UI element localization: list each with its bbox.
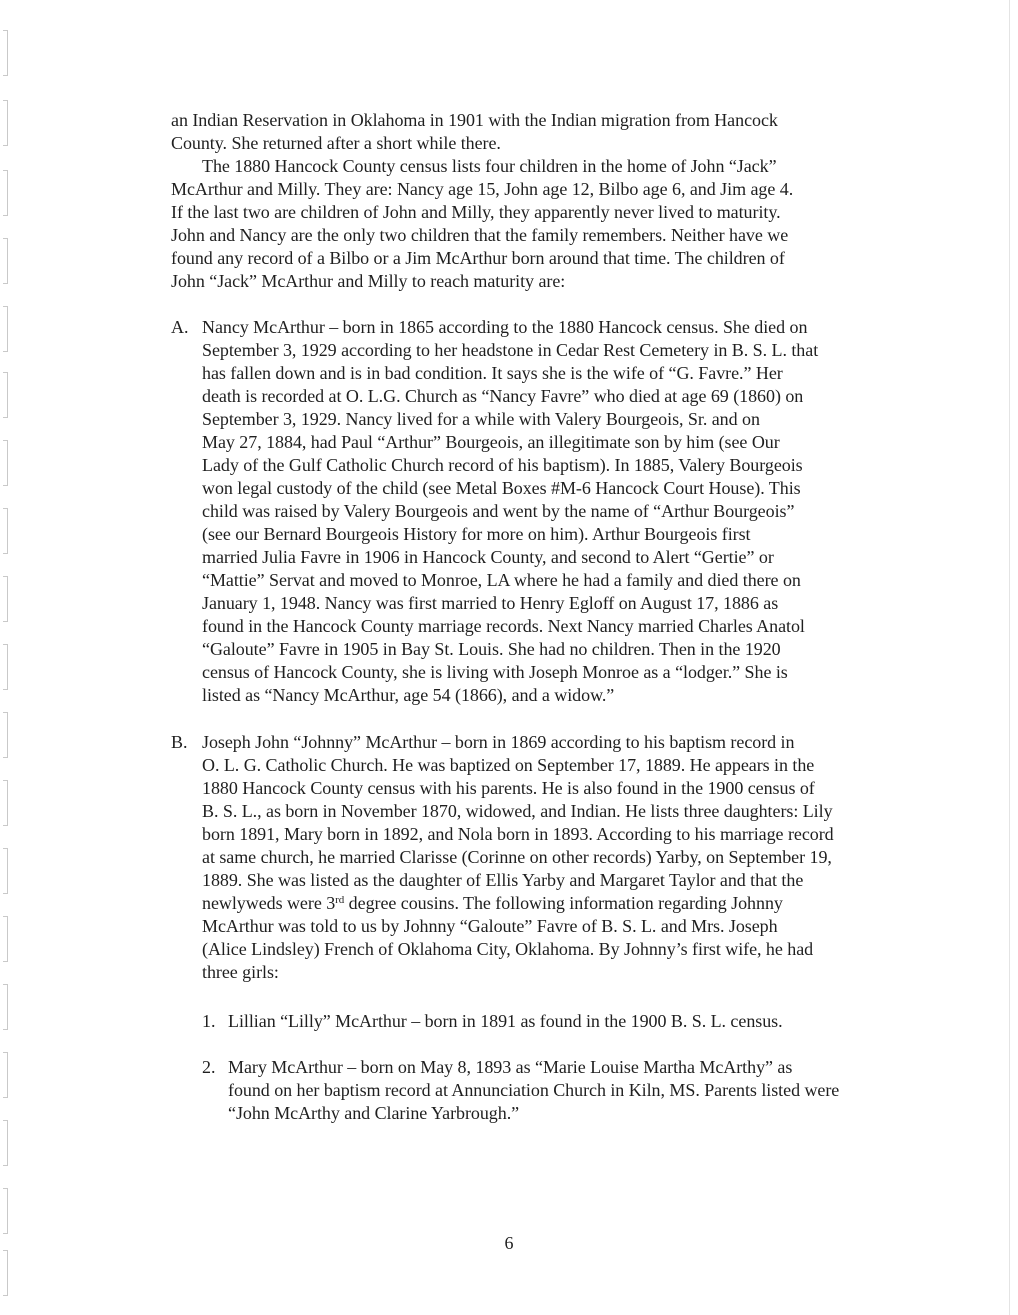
text-line: “Mattie” Servat and moved to Monroe, LA where he had a family and died there on: [202, 570, 801, 590]
text-line: Mary McArthur – born on May 8, 1893 as “Marie Louise Martha McArthy” as: [228, 1057, 793, 1077]
page-number: 6: [504, 1233, 514, 1253]
text-line: [202, 892, 783, 914]
text-line: O. L. G. Catholic Church. He was baptized on September 17, 1889. He appears in the: [202, 755, 815, 775]
text-line: (see our Bernard Bourgeois History for more on him). Arthur Bourgeois first: [202, 524, 751, 544]
text-line: an Indian Reservation in Oklahoma in 1901 with the Indian migration from Hancock: [171, 110, 778, 130]
text-line: September 3, 1929. Nancy lived for a while with Valery Bourgeois, Sr. and on: [202, 409, 760, 429]
text-line: County. She returned after a short while there.: [171, 133, 501, 153]
text-line: John and Nancy are the only two children that the family remembers. Neither have we: [171, 225, 789, 245]
text-line: “Galoute” Favre in 1905 in Bay St. Louis. She had no children. Then in the 1920: [202, 639, 781, 659]
text-line: census of Hancock County, she is living with Joseph Monroe as a “lodger.” She is: [202, 662, 788, 682]
text-line: at same church, he married Clarisse (Corinne on other records) Yarby, on September 19,: [202, 847, 832, 867]
text-line: found any record of a Bilbo or a Jim McArthur born around that time. The children of: [171, 248, 785, 268]
ordinal-superscript: rd: [335, 894, 345, 906]
list-marker: 1.: [202, 1011, 216, 1031]
list-marker: B.: [171, 732, 188, 752]
text-line: found on her baptism record at Annunciation Church in Kiln, MS. Parents listed were: [228, 1080, 840, 1100]
text-line: May 27, 1884, had Paul “Arthur” Bourgeois, an illegitimate son by him (see Our: [202, 432, 780, 452]
text-line: If the last two are children of John and Milly, they apparently never lived to maturity.: [171, 202, 781, 222]
text-line: has fallen down and is in bad condition. It says she is the wife of “G. Favre.” Her: [202, 363, 783, 383]
text-line: Joseph John “Johnny” McArthur – born in 1869 according to his baptism record in: [202, 732, 795, 752]
text-line: (Alice Lindsley) French of Oklahoma City, Oklahoma. By Johnny’s first wife, he had: [202, 939, 814, 959]
text-line: born 1891, Mary born in 1892, and Nola born in 1893. According to his marriage record: [202, 824, 834, 844]
text-line: child was raised by Valery Bourgeois and went by the name of “Arthur Bourgeois”: [202, 501, 795, 521]
text-line: married Julia Favre in 1906 in Hancock County, and second to Alert “Gertie” or: [202, 547, 774, 567]
text-line: McArthur was told to us by Johnny “Galoute” Favre of B. S. L. and Mrs. Joseph: [202, 916, 778, 936]
text-span: degree cousins. The following information regarding Johnny: [344, 893, 783, 913]
text-line: John “Jack” McArthur and Milly to reach maturity are:: [171, 271, 566, 291]
text-line: Nancy McArthur – born in 1865 according to the 1880 Hancock census. She died on: [202, 317, 808, 337]
text-line: September 3, 1929 according to her headstone in Cedar Rest Cemetery in B. S. L. that: [202, 340, 819, 360]
text-line: The 1880 Hancock County census lists four children in the home of John “Jack”: [202, 156, 777, 176]
text-line: won legal custody of the child (see Metal Boxes #M-6 Hancock Court House). This: [202, 478, 801, 498]
text-line: three girls:: [202, 962, 279, 982]
text-line: 1880 Hancock County census with his parents. He is also found in the 1900 census of: [202, 778, 815, 798]
list-marker: 2.: [202, 1057, 216, 1077]
text-line: B. S. L., as born in November 1870, widowed, and Indian. He lists three daughters: Lily: [202, 801, 833, 821]
text-line: death is recorded at O. L.G. Church as “Nancy Favre” who died at age 69 (1860) on: [202, 386, 804, 406]
text-span: newlyweds were 3: [202, 893, 336, 913]
text-line: listed as “Nancy McArthur, age 54 (1866), and a widow.”: [202, 685, 615, 705]
text-line: 1889. She was listed as the daughter of Ellis Yarby and Margaret Taylor and that the: [202, 870, 804, 890]
text-line: Lady of the Gulf Catholic Church record of his baptism). In 1885, Valery Bourgeois: [202, 455, 803, 475]
text-line: found in the Hancock County marriage records. Next Nancy married Charles Anatol: [202, 616, 805, 636]
text-line: McArthur and Milly. They are: Nancy age 15, John age 12, Bilbo age 6, and Jim age 4.: [171, 179, 794, 199]
text-line: “John McArthy and Clarine Yarbrough.”: [228, 1103, 520, 1123]
text-line: January 1, 1948. Nancy was first married to Henry Egloff on August 17, 1886 as: [202, 593, 779, 613]
text-line: Lillian “Lilly” McArthur – born in 1891 as found in the 1900 B. S. L. census.: [228, 1011, 783, 1031]
list-marker: A.: [171, 317, 189, 337]
